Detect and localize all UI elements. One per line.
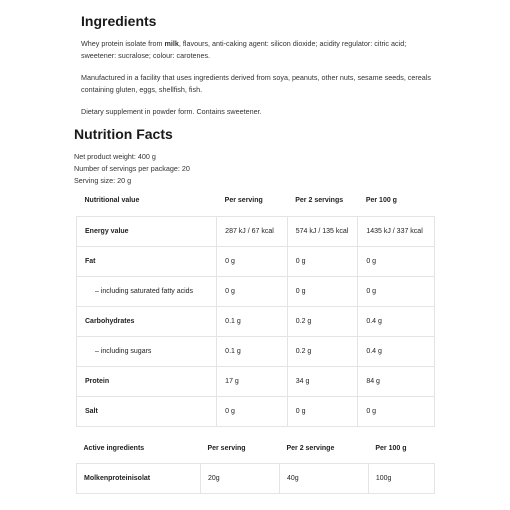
servings-per-package: Number of servings per package: 20: [74, 164, 190, 173]
table-row: [77, 366, 435, 396]
ingredients-composition: [81, 38, 441, 62]
cell-value: 0.2 g: [287, 306, 358, 336]
header-per-100g: Per 100 g: [365, 197, 397, 205]
row-label: Energy value: [77, 216, 217, 246]
header-active-ingredients: Active ingredients: [83, 445, 145, 453]
header-nutritional-value: Nutritional value: [84, 197, 140, 205]
row-label: – including saturated fatty acids: [77, 276, 217, 306]
cell-value: 0 g: [358, 396, 435, 426]
supplement-note: Dietary supplement in powder form. Contains sweetener.: [81, 107, 262, 116]
cell-value: 0 g: [287, 396, 358, 426]
cell-value: 0 g: [358, 276, 435, 306]
cell-value: 1435 kJ / 337 kcal: [358, 216, 435, 246]
nutrition-table: [76, 186, 435, 427]
active-table-header: [77, 435, 435, 463]
cell-value: 40g: [279, 463, 368, 493]
header-per-100g: Per 100 g: [375, 445, 407, 453]
header-per-serving: Per serving: [207, 445, 246, 453]
cell-value: 20g: [200, 463, 279, 493]
cell-value: 100g: [368, 463, 434, 493]
cell-value: 0.1 g: [217, 336, 288, 366]
header-per-serving: Per serving: [224, 197, 263, 205]
cell-value: 34 g: [287, 366, 358, 396]
row-label: Fat: [77, 246, 217, 276]
table-row: [77, 246, 435, 276]
nutrition-heading: Nutrition Facts: [74, 126, 173, 142]
cell-value: 0.2 g: [287, 336, 358, 366]
row-label: Molkenproteinisolat: [77, 463, 201, 493]
table-row: [77, 276, 435, 306]
cell-value: 0 g: [287, 246, 358, 276]
facility-note: Manufactured in a facility that uses ingredients derived from soya, peanuts, other nuts, sesame seeds, cereals containing gluten, eggs, shellfish, fish.: [81, 73, 431, 94]
table-row: [77, 306, 435, 336]
serving-size: Serving size: 20 g: [74, 176, 132, 185]
row-label: Carbohydrates: [77, 306, 217, 336]
cell-value: 0 g: [358, 246, 435, 276]
cell-value: 0.1 g: [217, 306, 288, 336]
table-row: [77, 336, 435, 366]
cell-value: 84 g: [358, 366, 435, 396]
cell-value: 17 g: [217, 366, 288, 396]
cell-value: 0.4 g: [358, 306, 435, 336]
nutrition-table-header: [77, 186, 435, 216]
allergen-milk: milk: [164, 39, 179, 48]
composition-after: , flavours, anti-caking agent: silicon dioxide; acidity regulator: citric acid; sweetener: sucralose; colour: carotenes.: [81, 39, 407, 60]
table-row: [77, 396, 435, 426]
cell-value: 0.4 g: [358, 336, 435, 366]
net-weight: Net product weight: 400 g: [74, 152, 156, 161]
composition-before: Whey protein isolate from: [81, 39, 165, 48]
table-row: [77, 216, 435, 246]
row-label: Protein: [77, 366, 217, 396]
cell-value: 0 g: [287, 276, 358, 306]
table-row: [77, 463, 435, 493]
cell-value: 0 g: [217, 246, 288, 276]
cell-value: 574 kJ / 135 kcal: [287, 216, 358, 246]
cell-value: 0 g: [217, 396, 288, 426]
ingredients-heading: Ingredients: [81, 13, 157, 29]
header-per-2-servinge: Per 2 servinge: [286, 445, 335, 453]
cell-value: 0 g: [217, 276, 288, 306]
active-ingredients-table: [76, 435, 435, 494]
cell-value: 287 kJ / 67 kcal: [217, 216, 288, 246]
row-label: Salt: [77, 396, 217, 426]
header-per-2-servings: Per 2 servings: [295, 197, 344, 205]
row-label: – including sugars: [77, 336, 217, 366]
